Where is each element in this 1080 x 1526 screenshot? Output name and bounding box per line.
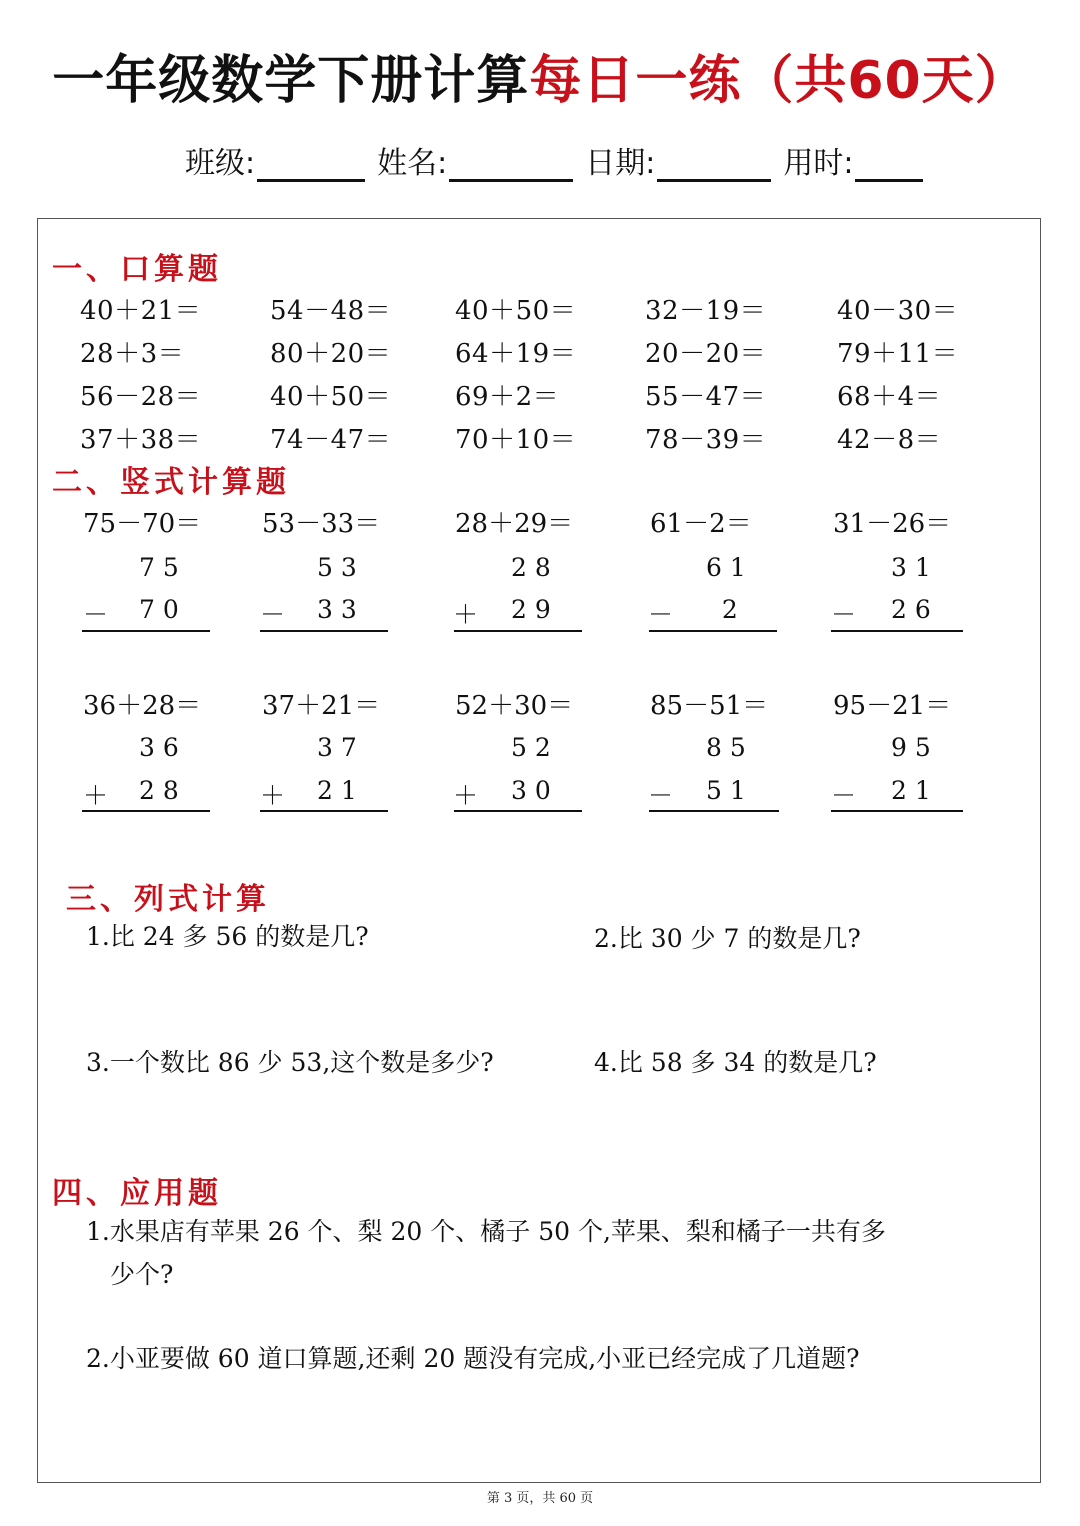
date-label: 日期: bbox=[585, 146, 656, 181]
oral-item: 64＋19＝ bbox=[455, 339, 577, 369]
page-footer: 第 3 页，共 60 页 bbox=[486, 1491, 594, 1506]
oral-item: 40＋50＝ bbox=[270, 382, 392, 412]
answer-line bbox=[260, 630, 388, 632]
student-info-line bbox=[185, 138, 935, 182]
section-oral-title: 一、口算题 bbox=[52, 252, 222, 287]
vertical-operator: － bbox=[831, 600, 857, 629]
vertical-operator: ＋ bbox=[453, 781, 479, 810]
vertical-operator: － bbox=[648, 600, 674, 629]
oral-item: 54－48＝ bbox=[270, 296, 392, 326]
answer-line bbox=[649, 810, 779, 812]
oral-item: 40＋21＝ bbox=[80, 296, 202, 326]
vertical-bottom: 2 9 bbox=[511, 595, 551, 624]
answer-line bbox=[831, 630, 963, 632]
vertical-bottom: 7 0 bbox=[139, 595, 179, 624]
oral-item: 42－8＝ bbox=[837, 425, 942, 455]
vertical-top: 3 6 bbox=[139, 733, 179, 762]
oral-item: 40－30＝ bbox=[837, 296, 959, 326]
vertical-top: 5 3 bbox=[317, 553, 357, 582]
oral-item: 28＋3＝ bbox=[80, 339, 185, 369]
oral-item: 32－19＝ bbox=[645, 296, 767, 326]
word-question-1-line2: 少个? bbox=[110, 1260, 174, 1289]
vertical-expr: 53－33＝ bbox=[262, 509, 381, 539]
section-word-title: 四、应用题 bbox=[52, 1176, 222, 1211]
date-blank[interactable] bbox=[657, 149, 771, 182]
word-question-2: 2.小亚要做 60 道口算题,还剩 20 题没有完成,小亚已经完成了几道题? bbox=[86, 1344, 860, 1373]
oral-item: 56－28＝ bbox=[80, 382, 202, 412]
vertical-operator: ＋ bbox=[260, 781, 286, 810]
oral-item: 69＋2＝ bbox=[455, 382, 560, 412]
formula-question-4: 4.比 58 多 34 的数是几? bbox=[594, 1048, 877, 1077]
vertical-expr: 28＋29＝ bbox=[455, 509, 574, 539]
vertical-bottom: 3 3 bbox=[317, 595, 357, 624]
class-blank[interactable] bbox=[257, 149, 365, 182]
oral-item: 68＋4＝ bbox=[837, 382, 942, 412]
vertical-bottom: 2 bbox=[706, 595, 738, 624]
vertical-operator: － bbox=[83, 600, 109, 629]
oral-item: 20－20＝ bbox=[645, 339, 767, 369]
oral-item: 78－39＝ bbox=[645, 425, 767, 455]
oral-item: 70＋10＝ bbox=[455, 425, 577, 455]
vertical-operator: － bbox=[831, 781, 857, 810]
vertical-bottom: 5 1 bbox=[706, 776, 746, 805]
vertical-top: 9 5 bbox=[891, 733, 931, 762]
answer-line bbox=[831, 810, 963, 812]
vertical-expr: 36＋28＝ bbox=[83, 691, 202, 721]
title-main: 一年级数学下册计算 bbox=[52, 51, 530, 111]
vertical-bottom: 2 1 bbox=[891, 776, 931, 805]
title-highlight: 每日一练（共60天） bbox=[529, 51, 1028, 111]
oral-item: 40＋50＝ bbox=[455, 296, 577, 326]
vertical-operator: ＋ bbox=[453, 600, 479, 629]
formula-question-3: 3.一个数比 86 少 53,这个数是多少? bbox=[86, 1048, 494, 1077]
name-label: 姓名: bbox=[377, 146, 448, 181]
time-label: 用时: bbox=[783, 146, 854, 181]
vertical-top: 6 1 bbox=[706, 553, 746, 582]
vertical-operator: － bbox=[648, 781, 674, 810]
vertical-bottom: 2 8 bbox=[139, 776, 179, 805]
vertical-top: 5 2 bbox=[511, 733, 551, 762]
oral-item: 37＋38＝ bbox=[80, 425, 202, 455]
vertical-expr: 52＋30＝ bbox=[455, 691, 574, 721]
class-label: 班级: bbox=[185, 146, 256, 181]
name-blank[interactable] bbox=[449, 149, 573, 182]
word-question-1-line1: 1.水果店有苹果 26 个、梨 20 个、橘子 50 个,苹果、梨和橘子一共有多 bbox=[86, 1217, 886, 1246]
vertical-expr: 85－51＝ bbox=[650, 691, 769, 721]
vertical-expr: 31－26＝ bbox=[833, 509, 952, 539]
vertical-top: 3 7 bbox=[317, 733, 357, 762]
vertical-bottom: 2 1 bbox=[317, 776, 357, 805]
vertical-expr: 37＋21＝ bbox=[262, 691, 381, 721]
vertical-operator: － bbox=[260, 600, 286, 629]
section-formula-title: 三、列式计算 bbox=[66, 882, 270, 917]
vertical-top: 8 5 bbox=[706, 733, 746, 762]
vertical-top: 2 8 bbox=[511, 553, 551, 582]
answer-line bbox=[82, 630, 210, 632]
oral-item: 79＋11＝ bbox=[837, 339, 959, 369]
vertical-top: 7 5 bbox=[139, 553, 179, 582]
answer-line bbox=[82, 810, 210, 812]
vertical-top: 3 1 bbox=[891, 553, 931, 582]
oral-item: 80＋20＝ bbox=[270, 339, 392, 369]
time-blank[interactable] bbox=[855, 149, 923, 182]
answer-line bbox=[260, 810, 388, 812]
vertical-expr: 61－2＝ bbox=[650, 509, 752, 539]
vertical-expr: 75－70＝ bbox=[83, 509, 202, 539]
vertical-bottom: 2 6 bbox=[891, 595, 931, 624]
oral-item: 74－47＝ bbox=[270, 425, 392, 455]
page-title bbox=[0, 38, 1080, 113]
formula-question-2: 2.比 30 少 7 的数是几? bbox=[594, 924, 861, 953]
oral-item: 55－47＝ bbox=[645, 382, 767, 412]
answer-line bbox=[454, 810, 582, 812]
formula-question-1: 1.比 24 多 56 的数是几? bbox=[86, 922, 369, 951]
vertical-expr: 95－21＝ bbox=[833, 691, 952, 721]
section-vertical-title: 二、竖式计算题 bbox=[52, 465, 290, 500]
answer-line bbox=[649, 630, 777, 632]
answer-line bbox=[454, 630, 582, 632]
vertical-bottom: 3 0 bbox=[511, 776, 551, 805]
vertical-operator: ＋ bbox=[83, 781, 109, 810]
